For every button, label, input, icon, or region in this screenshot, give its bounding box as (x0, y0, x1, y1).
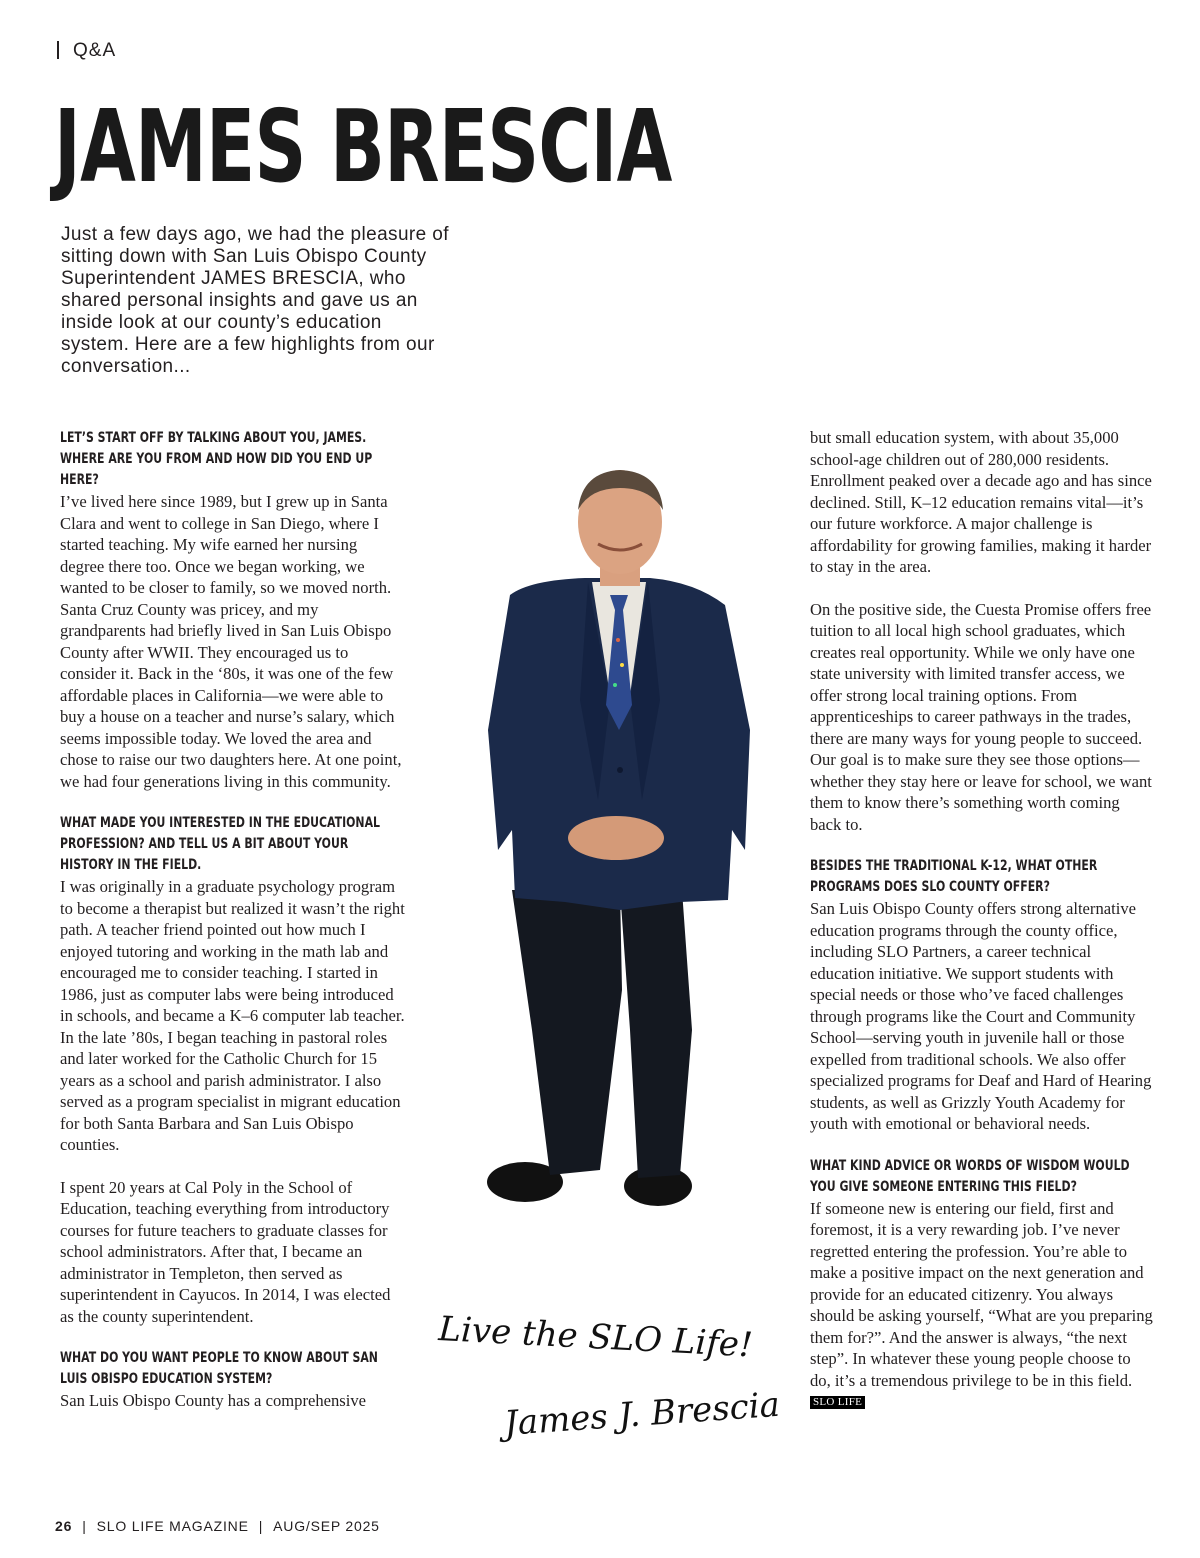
section-divider-bar (57, 41, 59, 59)
answer-2-part-2: I spent 20 years at Cal Poly in the School of Education, teaching everything from introductory courses for future teachers to graduate classes for school administrators. After that, I became an administrator in Templeton, then served as superintendent in Cayucos. In 2014, I was elected as the county superintendent. (60, 1177, 391, 1326)
right-column (810, 427, 1155, 1413)
issue-date: AUG/SEP 2025 (273, 1518, 380, 1534)
page-title: JAMES BRESCIA (54, 88, 672, 205)
page-footer: 26 | SLO LIFE MAGAZINE | AUG/SEP 2025 (55, 1518, 380, 1534)
signature-line: Live the SLO Life! (437, 1309, 754, 1366)
section-name: Q&A (73, 40, 117, 61)
left-column (60, 428, 405, 1412)
intro-paragraph: Just a few days ago, we had the pleasure of sitting down with San Luis Obispo County Superintendent JAMES BRESCIA, who shared personal insights and gave us an inside look at our county’s education system. Here are a few highlights from our conversation... (61, 224, 449, 377)
answer-5-text: If someone new is entering our field, first and foremost, it is a very rewarding job. I’ve never regretted entering the profession. You’re able to make a positive impact on the next generation and provide for an educated citizenry. You always should be asking yourself, “What are you preparing them for?”. And the answer is always, “the next step”. In whatever these young people choose to do, it’s a tremendous privilege to be in this field. (810, 1198, 1153, 1390)
end-mark-badge: SLO LIFE (810, 1396, 865, 1409)
portrait-photo (470, 470, 760, 1220)
answer-3-part-2: On the positive side, the Cuesta Promise offers free tuition to all local high school graduates, which creates real opportunity. While we only have one state university with limited transfer access, we offer strong local training options. From apprenticeships to career pathways in the trades, there are many ways for young people to succeed. Our goal is to make sure they see those options—whether they stay here or leave for school, we want them to know there’s something worth coming back to. (810, 599, 1152, 834)
answer-3-continued: but small education system, with about 35,000 school-age children out of 280,000 residents. Enrollment peaked over a decade ago and has since declined. Still, K–12 education remains vital—it’s our future workforce. A major challenge is affordability for growing families, making it harder to stay in the area. (810, 428, 1152, 576)
answer-1: I’ve lived here since 1989, but I grew up in Santa Clara and went to college in San Diego, where I started teaching. My wife earned her nursing degree there too. Once we began working, we wanted to be closer to family, so we moved north. Santa Cruz County was pricey, and my grandparents had briefly lived in San Luis Obispo County after WWII. They encouraged us to consider it. Back in the ‘80s, it was one of the few affordable places in California—we were able to buy a house on a teacher and nurse’s salary, which seems impossible today. We loved the area and chose to raise our two daughters here. At one point, we had four generations living in this community. (60, 492, 402, 791)
section-label (57, 40, 116, 62)
question-5: WHAT KIND ADVICE OR WORDS OF WISDOM WOULD YOU GIVE SOMEONE ENTERING THIS FIELD? (810, 1157, 1130, 1195)
question-1: LET’S START OFF BY TALKING ABOUT YOU, JAMES. WHERE ARE YOU FROM AND HOW DID YOU END UP HERE? (60, 430, 373, 488)
question-2: WHAT MADE YOU INTERESTED IN THE EDUCATIONAL PROFESSION? AND TELL US A BIT ABOUT YOUR HISTORY IN THE FIELD. (60, 815, 380, 873)
answer-5 (810, 1198, 1155, 1413)
answer-2-part-1: I was originally in a graduate psychology program to become a therapist but realized it wasn’t the right path. A teacher friend pointed out how much I enjoyed tutoring and working in the math lab and encouraged me to consider teaching. I started in 1986, just as computer labs were being introduced in schools, and became a K–6 computer lab teacher. In the late ’80s, I began teaching in pastoral roles and later worked for the Catholic Church for 15 years as a school and parish administrator. I also served as a program specialist in migrant education for both Santa Barbara and San Luis Obispo counties. (60, 877, 405, 1154)
signature-block (430, 1285, 790, 1470)
magazine-name: SLO LIFE MAGAZINE (96, 1518, 249, 1534)
answer-3-start: San Luis Obispo County has a comprehensive (60, 1391, 367, 1410)
page-number: 26 (55, 1518, 73, 1534)
signature-name: James J. Brescia (502, 1384, 782, 1444)
question-3: WHAT DO YOU WANT PEOPLE TO KNOW ABOUT SAN LUIS OBISPO EDUCATION SYSTEM? (60, 1350, 378, 1387)
question-4: BESIDES THE TRADITIONAL K-12, WHAT OTHER PROGRAMS DOES SLO COUNTY OFFER? (810, 858, 1098, 895)
answer-4: San Luis Obispo County offers strong alternative education programs through the county office, including SLO Partners, a career technical education initiative. We support students with special needs or those who’ve faced challenges through programs like the Court and Community School—serving youth in juvenile hall or those expelled from traditional schools. We also offer specialized programs for Deaf and Hard of Hearing students, as well as Grizzly Youth Academy for youth with emotional or behavioral needs. (810, 899, 1152, 1133)
